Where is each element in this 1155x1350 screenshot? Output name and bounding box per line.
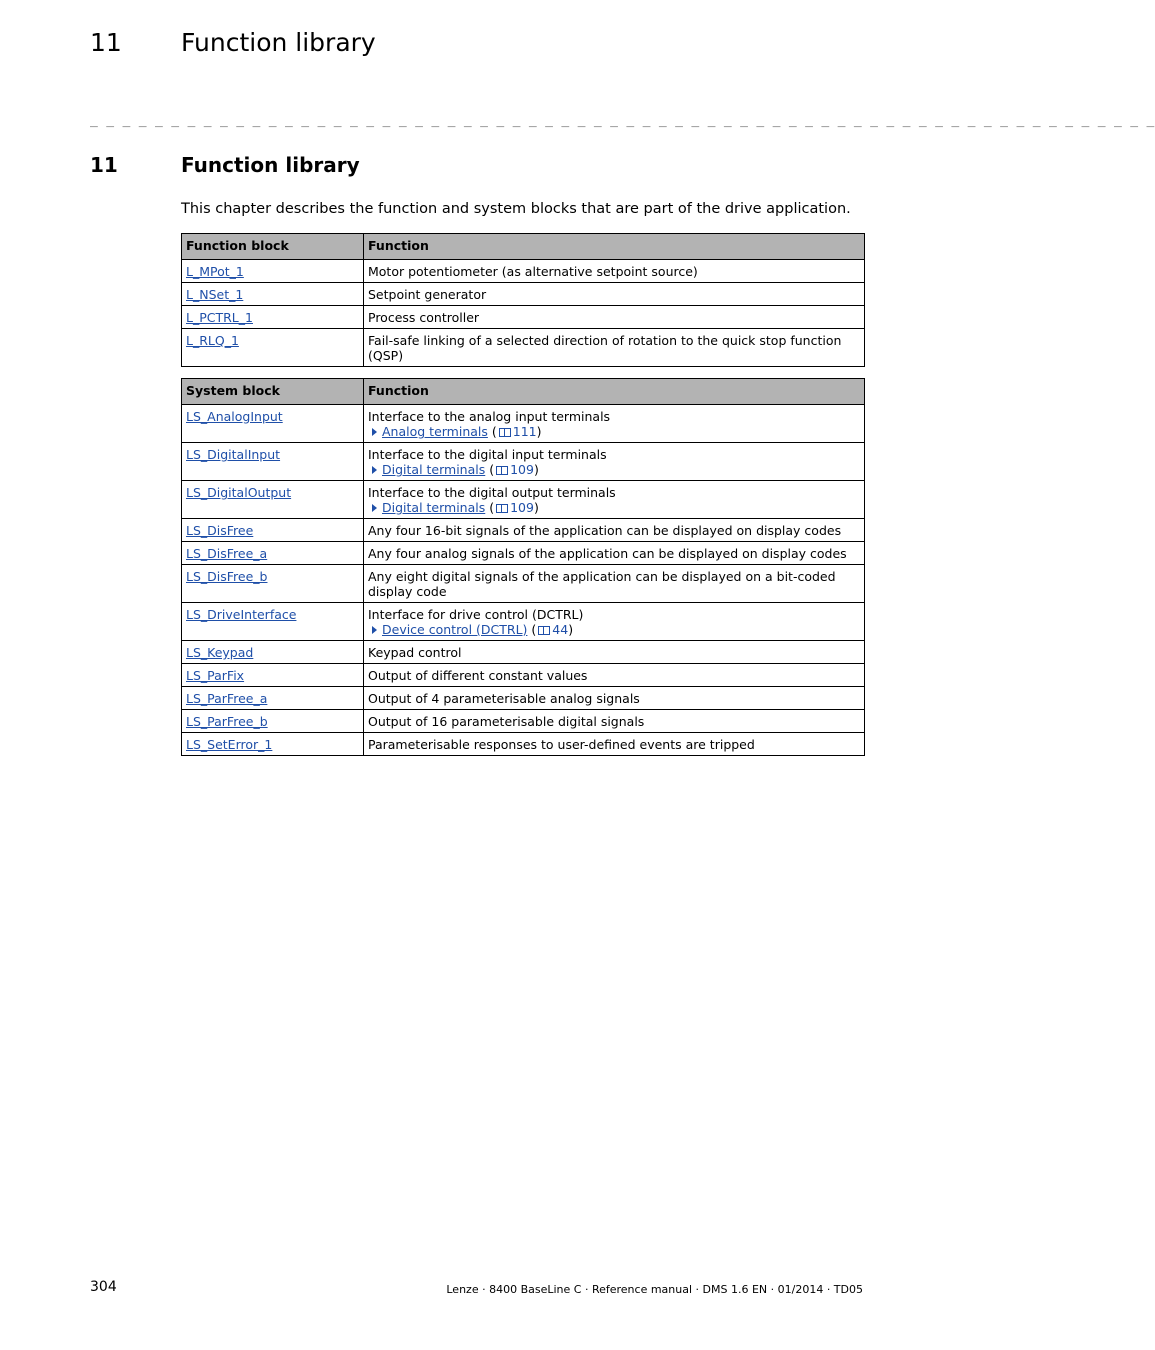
function-text: Parameterisable responses to user-defined events are tripped [368, 737, 755, 752]
triangle-right-icon [372, 504, 377, 512]
function-text: Output of 16 parameterisable digital signals [368, 714, 645, 729]
function-cell [364, 443, 865, 481]
table-row [182, 405, 865, 443]
block-name-cell [182, 443, 364, 481]
table-row [182, 733, 865, 756]
page-reference-number: 109 [510, 500, 534, 515]
cross-reference: Digital terminals ( 109) [368, 462, 860, 477]
function-text: Process controller [368, 310, 480, 325]
cross-reference: Analog terminals ( 111) [368, 424, 860, 439]
function-text: Interface to the digital input terminals [368, 447, 607, 462]
block-name-cell [182, 710, 364, 733]
table-row [182, 283, 865, 306]
block-name-cell [182, 542, 364, 565]
footer-reference: Lenze · 8400 BaseLine C · Reference manual · DMS 1.6 EN · 01/2014 · TD05 [446, 1283, 863, 1296]
book-icon [496, 504, 508, 513]
triangle-right-icon [372, 626, 377, 634]
function-cell [364, 306, 865, 329]
block-name-cell [182, 519, 364, 542]
table-row [182, 443, 865, 481]
block-link[interactable]: L_MPot_1 [186, 264, 244, 279]
function-text: Any four 16-bit signals of the application can be displayed on display codes [368, 523, 842, 538]
function-text: Setpoint generator [368, 287, 487, 302]
page-reference-number: 109 [510, 462, 534, 477]
table-row [182, 641, 865, 664]
table-row [182, 329, 865, 367]
function-block-table [181, 233, 865, 367]
function-cell [364, 641, 865, 664]
block-link[interactable]: LS_DigitalInput [186, 447, 281, 462]
block-name-cell [182, 260, 364, 283]
book-icon [496, 466, 508, 475]
cross-reference-link[interactable]: Device control (DCTRL) [382, 622, 528, 637]
cross-reference: Device control (DCTRL) ( 44) [368, 622, 860, 637]
triangle-right-icon [372, 466, 377, 474]
block-link[interactable]: LS_DisFree_a [186, 546, 268, 561]
function-cell [364, 733, 865, 756]
block-link[interactable]: LS_DisFree_b [186, 569, 268, 584]
block-name-cell [182, 565, 364, 603]
function-cell [364, 565, 865, 603]
function-cell [364, 603, 865, 641]
function-text: Motor potentiometer (as alternative setpoint source) [368, 264, 698, 279]
function-text: Interface to the analog input terminals [368, 409, 611, 424]
page-reference-link[interactable] [494, 462, 534, 477]
function-cell [364, 542, 865, 565]
chapter-heading-number: 11 [90, 153, 118, 177]
function-cell [364, 710, 865, 733]
function-cell [364, 405, 865, 443]
block-link[interactable]: LS_DisFree [186, 523, 254, 538]
chapter-heading [90, 153, 360, 177]
function-text: Fail-safe linking of a selected direction of rotation to the quick stop function (QSP) [368, 333, 842, 363]
book-icon [499, 428, 511, 437]
block-link[interactable]: L_PCTRL_1 [186, 310, 253, 325]
block-link[interactable]: LS_Keypad [186, 645, 254, 660]
block-link[interactable]: LS_ParFree_b [186, 714, 268, 729]
function-cell [364, 481, 865, 519]
cross-reference: Digital terminals ( 109) [368, 500, 860, 515]
page-reference-number: 44 [552, 622, 569, 637]
function-text: Any four analog signals of the application can be displayed on display codes [368, 546, 847, 561]
block-link[interactable]: L_RLQ_1 [186, 333, 239, 348]
block-name-cell [182, 283, 364, 306]
page-reference-link[interactable] [536, 622, 568, 637]
column-header-function-block: Function block [182, 234, 364, 260]
block-link[interactable]: LS_AnalogInput [186, 409, 283, 424]
separator-line: _ _ _ _ _ _ _ _ _ _ _ _ _ _ _ _ _ _ _ _ _ _ _ _ _ _ _ _ _ _ _ _ _ _ _ _ _ _ _ _ _ _ _ _ _ _ _ _ _ _ _ _ _ _ _ _ _ _ _ _ _ _ _ _ _ _ [90, 113, 1155, 128]
function-text: Output of different constant values [368, 668, 588, 683]
function-cell [364, 519, 865, 542]
block-link[interactable]: LS_ParFix [186, 668, 245, 683]
block-link[interactable]: L_NSet_1 [186, 287, 244, 302]
page-reference-link[interactable] [494, 500, 534, 515]
table-header-row [182, 234, 865, 260]
running-header-title: Function library [181, 28, 376, 57]
cross-reference-link[interactable]: Digital terminals [382, 462, 486, 477]
block-link[interactable]: LS_DigitalOutput [186, 485, 292, 500]
table-row [182, 664, 865, 687]
block-name-cell [182, 405, 364, 443]
block-name-cell [182, 733, 364, 756]
table-row [182, 542, 865, 565]
block-name-cell [182, 481, 364, 519]
function-text: Interface for drive control (DCTRL) [368, 607, 584, 622]
block-link[interactable]: LS_DriveInterface [186, 607, 297, 622]
table-row [182, 565, 865, 603]
function-text: Keypad control [368, 645, 462, 660]
system-block-table [181, 378, 865, 756]
function-cell [364, 664, 865, 687]
function-cell [364, 260, 865, 283]
function-cell [364, 687, 865, 710]
function-cell [364, 329, 865, 367]
table-row [182, 260, 865, 283]
column-header-function: Function [364, 234, 865, 260]
triangle-right-icon [372, 428, 377, 436]
table-row [182, 687, 865, 710]
intro-paragraph: This chapter describes the function and system blocks that are part of the drive application. [181, 201, 851, 217]
block-link[interactable]: LS_ParFree_a [186, 691, 268, 706]
block-name-cell [182, 664, 364, 687]
running-header-number: 11 [90, 28, 122, 57]
table-row [182, 710, 865, 733]
table-row [182, 603, 865, 641]
column-header-system-block: System block [182, 379, 364, 405]
cross-reference-link[interactable]: Analog terminals [382, 424, 488, 439]
book-icon [538, 626, 550, 635]
block-name-cell [182, 603, 364, 641]
block-name-cell [182, 641, 364, 664]
function-text: Any eight digital signals of the application can be displayed on a bit-coded display code [368, 569, 836, 599]
table-row [182, 481, 865, 519]
table-row [182, 306, 865, 329]
block-name-cell [182, 687, 364, 710]
page-reference-number: 111 [512, 424, 537, 439]
table-header-row [182, 379, 865, 405]
chapter-heading-title: Function library [181, 153, 360, 177]
page-number: 304 [90, 1279, 117, 1295]
page-reference-link[interactable] [497, 424, 537, 439]
function-text: Interface to the digital output terminals [368, 485, 616, 500]
column-header-function: Function [364, 379, 865, 405]
block-link[interactable]: LS_SetError_1 [186, 737, 273, 752]
running-header [90, 28, 376, 57]
block-name-cell [182, 329, 364, 367]
block-name-cell [182, 306, 364, 329]
cross-reference-link[interactable]: Digital terminals [382, 500, 486, 515]
table-row [182, 519, 865, 542]
function-cell [364, 283, 865, 306]
function-text: Output of 4 parameterisable analog signals [368, 691, 640, 706]
